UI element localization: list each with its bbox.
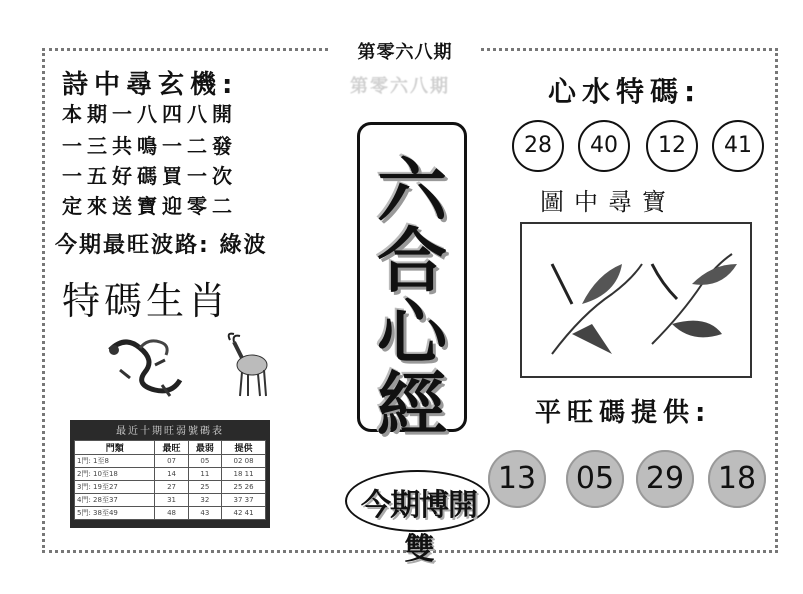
heart-water-ball: 12 — [646, 120, 698, 172]
ping-wang-ball: 29 — [636, 450, 694, 508]
table-row — [75, 481, 266, 494]
poem-line: 本期一八四八開 — [62, 102, 237, 126]
poem-line: 一五好碼買一次 — [62, 164, 237, 188]
issue-label: 第零六八期 — [330, 40, 480, 66]
heart-water-ball: 40 — [578, 120, 630, 172]
goat-icon — [222, 330, 272, 400]
table-row — [75, 494, 266, 507]
table-cell: 18 11 — [222, 468, 266, 481]
main-title-box — [357, 122, 467, 446]
table-cell: 5門: 38至49 — [75, 507, 155, 520]
main-title-char: 合 — [377, 219, 447, 302]
table-cell: 43 — [188, 507, 221, 520]
column-header: 最弱 — [188, 441, 221, 455]
table-cell: 14 — [155, 468, 188, 481]
picture-title: 圖中尋寶 — [540, 188, 676, 216]
table-cell: 2門: 10至18 — [75, 468, 155, 481]
table-cell: 07 — [155, 455, 188, 468]
ping-wang-ball: 05 — [566, 450, 624, 508]
table-cell: 48 — [155, 507, 188, 520]
tema-shengxiao-title: 特碼生肖 — [62, 279, 231, 323]
table-cell: 37 37 — [222, 494, 266, 507]
stats-table-title: 最近十期旺弱號碼表 — [116, 426, 224, 437]
table-row — [75, 455, 266, 468]
column-header: 最旺 — [155, 441, 188, 455]
issue-ghost-label: 第零六八期 — [350, 76, 450, 97]
table-cell: 32 — [188, 494, 221, 507]
table-cell: 3門: 19至27 — [75, 481, 155, 494]
poem-line: 定來送寶迎零二 — [62, 194, 237, 218]
hot-wave-label: 今期最旺波路: 綠波 — [55, 233, 268, 258]
main-title-char: 心 — [377, 291, 447, 374]
ping-wang-ball: 18 — [708, 450, 766, 508]
column-header: 門類 — [75, 441, 155, 455]
table-cell: 25 — [188, 481, 221, 494]
bobo-label: 今期博開雙 — [361, 488, 477, 567]
poem-title: 詩中尋玄機: — [62, 70, 239, 100]
main-title-char: 六 — [377, 149, 447, 232]
poem-line: 一三共鳴一二發 — [62, 134, 237, 158]
table-cell: 25 26 — [222, 481, 266, 494]
table-row — [75, 507, 266, 520]
table-row — [75, 468, 266, 481]
leaf-branch-icon — [522, 224, 750, 376]
table-cell: 11 — [188, 468, 221, 481]
main-title-char: 經 — [377, 363, 447, 446]
heart-water-ball: 41 — [712, 120, 764, 172]
table-cell: 31 — [155, 494, 188, 507]
table-cell: 1門: 1至8 — [75, 455, 155, 468]
column-header: 提供 — [222, 441, 266, 455]
table-cell: 42 41 — [222, 507, 266, 520]
table-cell: 27 — [155, 481, 188, 494]
stats-table — [74, 440, 266, 520]
ping-wang-ball: 13 — [488, 450, 546, 508]
heart-water-title: 心水特碼: — [548, 75, 702, 108]
stats-table-panel — [70, 420, 270, 528]
ping-wang-title: 平旺碼提供: — [535, 398, 712, 428]
table-cell: 4門: 28至37 — [75, 494, 155, 507]
table-cell: 02 08 — [222, 455, 266, 468]
dragon-icon — [100, 330, 190, 400]
table-cell: 05 — [188, 455, 221, 468]
table-header-row — [75, 441, 266, 455]
heart-water-ball: 28 — [512, 120, 564, 172]
picture-box — [520, 222, 752, 378]
